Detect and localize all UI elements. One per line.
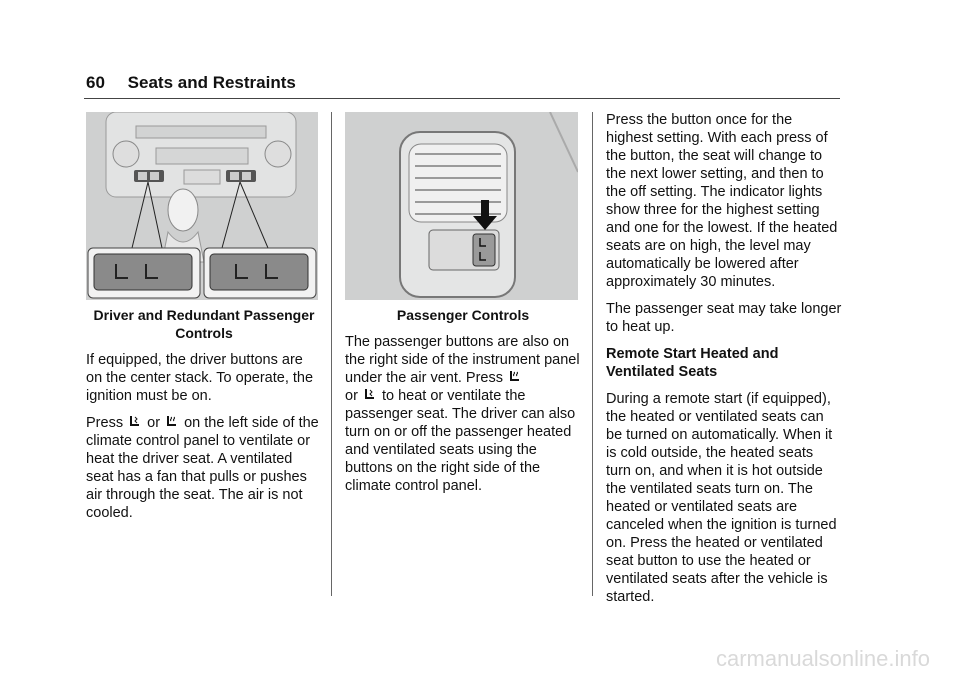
section-title: Seats and Restraints [127, 73, 296, 92]
paragraph: The passenger seat may take longer to heat up. [606, 301, 842, 335]
heated-seat-icon [509, 370, 521, 384]
paragraph: If equipped, the driver buttons are on the center stack. To operate, the ignition must be on. [86, 352, 314, 404]
header-rule [84, 98, 840, 99]
subheading: Remote Start Heated and Ventilated Seats [606, 346, 779, 380]
ventilated-seat-icon [364, 388, 376, 402]
heated-seat-icon [166, 415, 178, 429]
column-2 [345, 112, 581, 504]
figure-caption-passenger: Passenger Controls [396, 307, 530, 323]
paragraph: Press the button once for the highest setting. With each press of the button, the seat will change to the next lower setting, and then to the off setting. The indicator lights show three for the highest setting and one for the lowest. If the heated seats are on high, the level may automatically be lowered after approximately 30 minutes. [606, 112, 838, 290]
driver-controls-illustration [86, 112, 318, 300]
paragraph: The passenger buttons are also on the right side of the instrument panel under the air vent. Press or to heat or ventilate the passenger seat. The driver can also turn on or off the passenger heated and ventilated seats using the buttons on the right side of the climate control panel. [345, 334, 580, 494]
column-divider-1 [331, 112, 332, 596]
paragraph: Press or on the left side of the climate control panel to ventilate or heat the driver seat. A ventilated seat has a fan that pulls or pushes air through the seat. The air is not cooled. [86, 415, 319, 521]
watermark: carmanualsonline.info [715, 646, 930, 671]
column-divider-2 [592, 112, 593, 596]
paragraph: During a remote start (if equipped), the heated or ventilated seats can be turned on automatically. When it is cold outside, the heated seats turn on, and when it is hot outside the ventilated seats turn on. The heated or ventilated seats are canceled when the ignition is turned on. Press the heated or ventilated seat button to use the heated or ventilated seats after the vehicle is started. [606, 391, 837, 605]
figure-caption-driver: Driver and Redundant Passenger Controls [93, 307, 315, 341]
passenger-controls-illustration [345, 112, 578, 300]
page-number: 60 [86, 73, 105, 92]
column-3 [606, 111, 842, 615]
ventilated-seat-icon [129, 415, 141, 429]
column-1 [86, 112, 322, 531]
page-header [86, 73, 296, 93]
